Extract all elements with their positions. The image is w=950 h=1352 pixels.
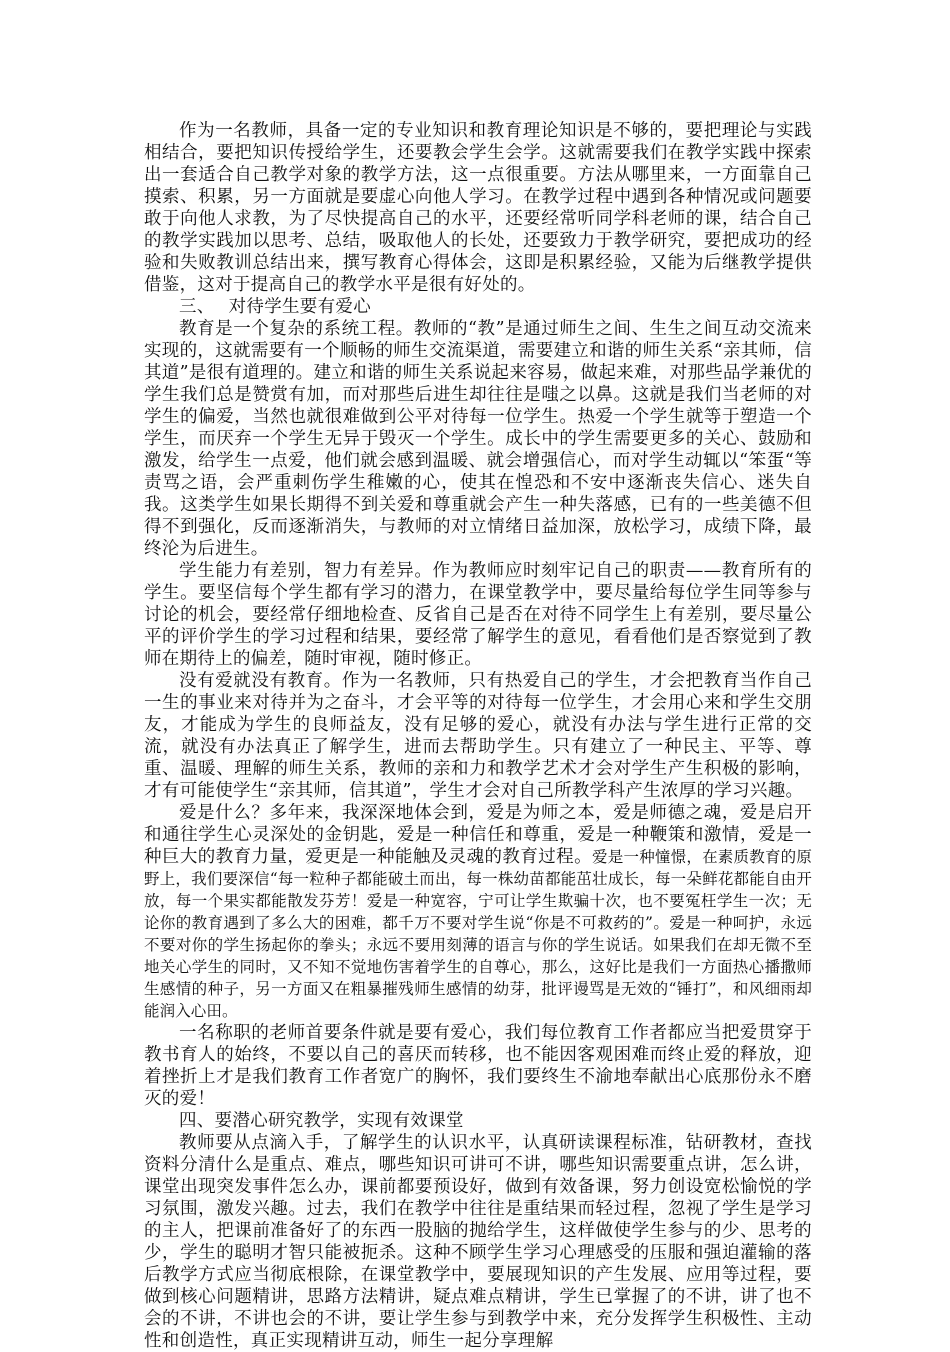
paragraph-qualified-teacher: 一名称职的老师首要条件就是要有爱心，我们每位教育工作者都应当把爱贯穿于教书育人的始终，不要以自己的喜厌而转移，也不能因客观困难而终止爱的释放，迎着挫折上才是我们教育工作者宽广的胸怀，我们要终生不渝地奉献出心底那份永不磨灭的爱！ [144, 1023, 812, 1109]
section-title: 对待学生要有爱心 [228, 297, 372, 317]
paragraph-effective-classroom: 教师要从点滴入手，了解学生的认识水平，认真研读课程标准，钻研教材，查找资料分清什么是重点、难点，哪些知识可讲可不讲，哪些知识需要重点讲，怎么讲，课堂出现突发事件怎么办，课前都要预设好，做到有效备课，努力创设宽松愉悦的学习氛围，激发兴趣。过去，我们在教学中往往是重结果而轻过程，忽视了学生是学习的主人，把课前准备好了的东西一股脑的抛给学生，这样做使学生参与的少、思考的少，学生的聪明才智只能被扼杀。这种不顾学生学习心理感受的压服和强迫灌输的落后教学方式应当彻底根除，在课堂教学中，要展现知识的产生发展、应用等过程，要做到核心问题精讲，思路方法精讲，疑点难点精讲，学生已掌握了的不讲，讲了也不会的不讲，不讲也会的不讲，要让学生参与到教学中来，充分发挥学生积极性、主动性和创造性，真正实现精讲互动，师生一起分享理解 [144, 1133, 812, 1351]
document-page [144, 120, 812, 1352]
section-heading-4 [144, 1110, 812, 1132]
section-heading-3 [144, 296, 812, 318]
section-number: 四、 [179, 1111, 215, 1131]
paragraph-what-is-love [144, 802, 812, 1022]
paragraph-student-differences: 学生能力有差别，智力有差异。作为教师应时刻牢记自己的职责——教育所有的学生。要坚信每个学生都有学习的潜力，在课堂教学中，要尽量给每位学生同等参与讨论的机会，要经常仔细地检查、反省自己是否在对待不同学生上有差别，要尽量公平的评价学生的学习过程和结果，要经常了解学生的意见，看看他们是否察觉到了教师在期待上的偏差，随时审视，随时修正。 [144, 561, 812, 669]
paragraph-education-system: 教育是一个复杂的系统工程。教师的“教”是通过师生之间、生生之间互动交流来实现的，这就需要有一个顺畅的师生交流渠道，需要建立和谐的师生关系“亲其师，信其道”是很有道理的。建立和谐的师生关系说起来容易，做起来难，对那些品学兼优的学生我们总是赞赏有加，而对那些后进生却往往是嗤之以鼻。这就是我们当老师的对学生的偏爱，当然也就很难做到公平对待每一位学生。热爱一个学生就等于塑造一个学生，而厌弃一个学生无异于毁灭一个学生。成长中的学生需要更多的关心、鼓励和激发，给学生一点爱，他们就会感到温暖、就会增强信心，而对学生动辄以“笨蛋“等责骂之语，会严重刺伤学生稚嫩的心，使其在惶恐和不安中逐渐丧失信心、迷失自我。这类学生如果长期得不到关爱和尊重就会产生一种失落感，已有的一些美德不但得不到强化，反而逐渐消失，与教师的对立情绪日益加深，放松学习，成绩下降，最终沦为后进生。 [144, 319, 812, 559]
paragraph-what-is-love-main: 爱是什么？多年来，我深深地体会到，爱是为师之本，爱是师德之魂，爱是启开和通往学生心灵深处的金钥匙，爱是一种信任和尊重，爱是一种鞭策和激情，爱是一种巨大的教育力量，爱更是一种能触及灵魂的教育过程。 [144, 803, 812, 867]
paragraph-what-is-love-small: 爱是一种憧憬，在素质教育的原野上，我们要深信“每一粒种子都能破土而出，每一株幼苗都能茁壮成长，每一朵鲜花都能自由开放，每一个果实都能散发芬芳！爱是一种宽容，宁可让学生欺骗十次，也不要冤枉学生一次；无论你的教育遇到了多么大的困难，都千万不要对学生说“你是不可救药的”。爱是一种呵护，永远不要对你的学生扬起你的拳头；永远不要用刻薄的语言与你的学生说话。如果我们在却无微不至地关心学生的同时，又不知不觉地伤害着学生的自尊心，那么，这好比是我们一方面热心播撒师生感情的种子，另一方面又在粗暴摧残师生感情的幼芽，批评谩骂是无效的“锤打”，和风细雨却能润入心田。 [144, 848, 813, 1020]
paragraph-teaching-method: 作为一名教师，具备一定的专业知识和教育理论知识是不够的，要把理论与实践相结合，要把知识传授给学生，还要教会学生会学。这就需要我们在教学实践中探索出一套适合自己教学对象的教学方法，这一点很重要。方法从哪里来，一方面靠自己摸索、积累，另一方面就是要虚心向他人学习。在教学过程中遇到各种情况或问题要敢于向他人求教，为了尽快提高自己的水平，还要经常听同学科老师的课，结合自己的教学实践加以思考、总结，吸取他人的长处，还要致力于教学研究，要把成功的经验和失败教训总结出来，撰写教育心得体会，这即是积累经验，又能为后继教学提供借鉴，这对于提高自己的教学水平是很有好处的。 [144, 121, 812, 295]
paragraph-love-education: 没有爱就没有教育。作为一名教师，只有热爱自己的学生，才会把教育当作自己一生的事业来对待并为之奋斗，才会平等的对待每一位学生，才会用心来和学生交朋友，才能成为学生的良师益友，没有足够的爱心，就没有办法与学生进行正常的交流，就没有办法真正了解学生，进而去帮助学生。只有建立了一种民主、平等、尊重、温暖、理解的师生关系，教师的亲和力和教学艺术才会对学生产生积极的影响，才有可能使学生“亲其师，信其道”，学生才会对自己所教学科产生浓厚的学习兴趣。 [144, 671, 812, 801]
section-number: 三、 [179, 297, 215, 317]
section-title: 要潜心研究教学，实现有效课堂 [214, 1111, 464, 1131]
